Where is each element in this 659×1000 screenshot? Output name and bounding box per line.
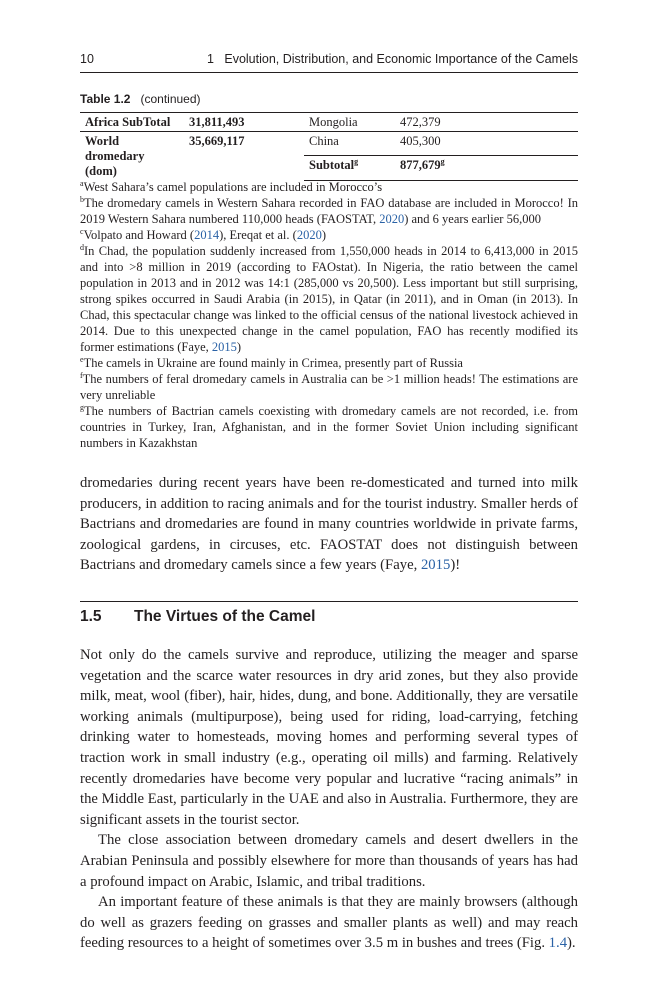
footnote-text: ), Ereqat et al. ( [219, 228, 297, 242]
header-rule [80, 72, 578, 73]
table-cell: 31,811,493 [184, 113, 304, 132]
section-heading [80, 608, 315, 626]
table-caption-text: (continued) [140, 92, 201, 106]
citation-link[interactable]: 2015 [420, 557, 451, 574]
data-table [80, 112, 578, 181]
table-row [80, 113, 578, 132]
footnote-mark: e [80, 355, 84, 364]
paragraph [80, 892, 578, 954]
section-body [80, 645, 578, 954]
table-cell: 472,379 [395, 113, 578, 132]
footnote-text: In Chad, the population suddenly increased from 1,550,000 heads in 2014 to 6,413,000 in 2015 and into >8 million in 2019 (according to FAOstat). In Nigeria, the ratio between the camel population in 2013 and in 2012 was 14:1 (285,000 vs 20,500). Less important but still surprising, strong spikes occurred in Saudi Arabia (in 2015), in Qatar (in 2011), and in Oman (in 2013). In Chad, this spectacular change was linked to the official census of the national livestock achieved in 2014. Due to this unexpected change in the camel population, FAO has recently modified its former estimations (Faye, [80, 244, 578, 354]
table-footnotes [80, 179, 578, 451]
subtotal-label: Subtotal [309, 158, 355, 173]
table-label: Table 1.2 [80, 92, 131, 106]
continuation-paragraph [80, 473, 578, 576]
page-number: 10 [80, 52, 94, 66]
section-number: 1.5 [80, 608, 102, 625]
footnote-mark: g [80, 403, 84, 412]
running-title: 1 Evolution, Distribution, and Economic Importance of the Camels [206, 52, 578, 66]
footnote-d [80, 243, 578, 355]
footnote-text: The camels in Ukraine are found mainly in Crimea, presently part of Russia [83, 356, 463, 370]
footnote-text: Volpato and Howard ( [83, 228, 195, 242]
paragraph-text: An important feature of these animals is that they are mainly browsers (although do well as grazers feeding on grasses and smaller plants as well) and may reach feeding resources to a height of sometimes over 3.5 m in bushes and trees (Fig. [80, 894, 578, 952]
paragraph-text: )! [450, 557, 461, 574]
footnote-mark: g [354, 157, 359, 167]
section-rule [80, 601, 578, 602]
subtotal-value: 877,679 [400, 158, 441, 173]
citation-link[interactable]: 2020 [379, 212, 405, 226]
citation-link[interactable]: 2015 [211, 340, 237, 354]
footnote-f [80, 371, 578, 403]
footnote-text: West Sahara’s camel populations are included in Morocco’s [83, 180, 383, 194]
footnote-a [80, 179, 578, 195]
table-cell: Africa SubTotal [80, 113, 184, 132]
footnote-mark: f [80, 371, 83, 380]
footnote-mark: g [440, 157, 445, 167]
figure-link[interactable]: 1.4 [548, 935, 568, 952]
footnote-c [80, 227, 578, 243]
footnote-mark: a [80, 179, 84, 188]
footnote-mark: d [80, 243, 84, 252]
paragraph-text: dromedaries during recent years have been re-domesticated and turned into milk producers, in addition to racing animals and for the tourist industry. Smaller herds of Bactrians and dromedaries are found in many countries worldwide in private farms, zoological gardens, in circuses, etc. FAOSTAT does not distinguish between Bactrians and dromedary camels since a few years (Faye, [80, 475, 578, 574]
subtotal-value-cell [395, 156, 578, 180]
table-cell: 405,300 [400, 134, 441, 148]
footnote-g [80, 403, 578, 451]
citation-link[interactable]: 2020 [296, 228, 322, 242]
citation-link[interactable]: 2014 [194, 228, 220, 242]
paragraph: Not only do the camels survive and reproduce, utilizing the meager and sparse vegetation and the scarce water resources in dry arid zones, but they also provide milk, meat, wool (fiber), hair, hides, dung, and bone. Additionally, they are versatile working animals (multipurpose), being used for riding, load-carrying, fetching drinking water to homesteads, moving homes and performing several types of traction work in small industry (e.g., operating oil mills) and farming. Relatively recently dromedaries have become very popular and lucrative “racing animals” in the Middle East, particularly in the UAE and also in Australia. Furthermore, they are significant assets in the tourist sector. [80, 647, 578, 828]
footnote-text: The numbers of Bactrian camels coexisting with dromedary camels are not recorded, i.e. from countries in Turkey, Iran, Afghanistan, and in the former Soviet Union including significant numbers in Kazakhstan [80, 404, 578, 450]
paragraph: The close association between dromedary camels and desert dwellers in the Arabian Peninsula and possibly elsewhere for more than thousands of years has had a profound impact on Arabic, Islamic, and tribal traditions. [80, 832, 578, 890]
paragraph-text: ). [567, 935, 576, 952]
table-cell: China [309, 134, 339, 148]
table-cell: Mongolia [304, 113, 395, 132]
footnote-text: The numbers of feral dromedary camels in Australia can be >1 million heads! The estimations are very unreliable [80, 372, 578, 402]
table-cell: 35,669,117 [189, 134, 245, 148]
footnote-mark: b [80, 195, 84, 204]
table-row [80, 132, 578, 156]
section-title: The Virtues of the Camel [134, 608, 316, 625]
footnote-mark: c [80, 227, 84, 236]
footnote-b [80, 195, 578, 227]
footnote-text: The dromedary camels in Western Sahara recorded in FAO database are included in Morocco! In 2019 Western Sahara numbered 110,000 heads (FAOSTAT, [80, 196, 578, 226]
table-cell: World dromedary (dom) [85, 134, 145, 178]
footnote-text: ) [321, 228, 326, 242]
subtotal-label-cell [304, 156, 395, 180]
running-head [80, 50, 578, 72]
footnote-text: ) [236, 340, 242, 354]
table-caption [80, 92, 201, 106]
footnote-text: ) and 6 years earlier 56,000 [404, 212, 541, 226]
footnote-e [80, 355, 578, 371]
